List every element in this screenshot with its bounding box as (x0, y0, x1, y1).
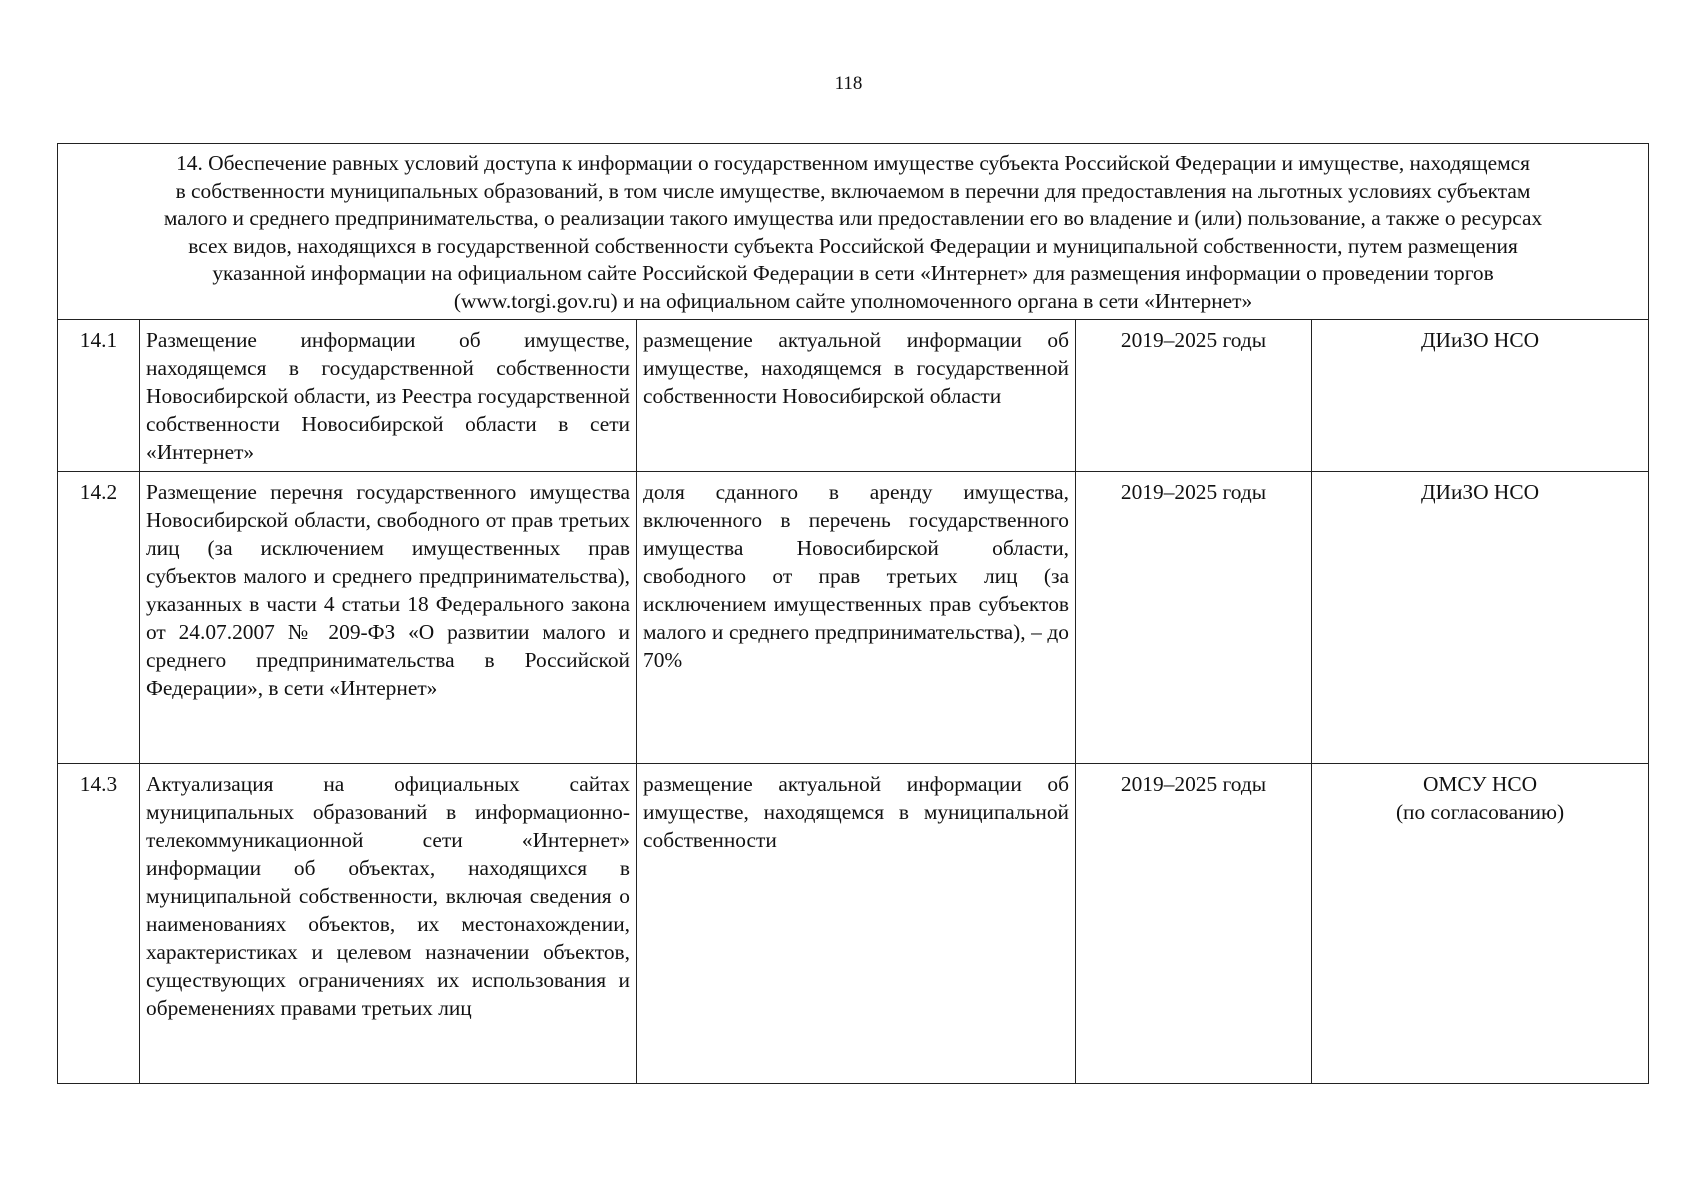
section-title-line: малого и среднего предпринимательства, о реализации такого имущества или предоставлении его во владение и (или) пользование, а также о ресурсах (163, 206, 1543, 230)
executor-name: ДИиЗО НСО (1420, 328, 1540, 352)
section-title-line: всех видов, находящихся в государственной собственности субъекта Российской Федерации и муниципальной собственности, путем размещения (188, 233, 1518, 258)
activity-cell: Размещение информации об имуществе, находящемся в государственной собственности Новосибирской области, из Реестра государственной собственности Новосибирской области в сети «Интернет» (140, 320, 637, 472)
executor-name: ОМСУ НСО (1422, 772, 1538, 796)
section-header-row (58, 144, 1649, 320)
activity-cell: Размещение перечня государственного имущества Новосибирской области, свободного от прав третьих лиц (за исключением имущественных прав субъектов малого и среднего предпринимательства), указанных в части 4 статьи 18 Федерального закона от 24.07.2007 № 209-ФЗ «О развитии малого и среднего предпринимательства в Российской Федерации», в сети «Интернет» (140, 472, 637, 764)
executor-cell (1312, 472, 1649, 764)
result-cell: доля сданного в аренду имущества, включенного в перечень государственного имущества Новосибирской области, свободного от прав третьих лиц (за исключением имущественных прав субъектов малого и среднего предпринимательства), – до 70% (637, 472, 1076, 764)
period-cell: 2019–2025 годы (1076, 320, 1312, 472)
section-title (58, 144, 1649, 320)
result-cell: размещение актуальной информации об имуществе, находящемся в муниципальной собственности (637, 764, 1076, 1084)
section-title-line: (www.torgi.gov.ru) и на официальном сайте уполномоченного органа в сети «Интернет» (453, 288, 1253, 313)
section-title-line: в собственности муниципальных образований, в том числе имуществе, включаемом в перечни для предоставления на льготных условиях субъектам (175, 178, 1531, 203)
measures-table (57, 143, 1649, 1084)
row-number: 14.2 (58, 472, 140, 764)
table-row (58, 472, 1649, 764)
page-number: 118 (834, 73, 863, 94)
section-title-line: 14. Обеспечение равных условий доступа к информации о государственном имуществе субъекта Российской Федерации и имуществе, находящемся (176, 151, 1530, 175)
row-number: 14.1 (58, 320, 140, 472)
executor-name: ДИиЗО НСО (1420, 480, 1540, 504)
executor-cell (1312, 320, 1649, 472)
executor-cell (1312, 764, 1649, 1084)
period-cell: 2019–2025 годы (1076, 472, 1312, 764)
result-cell: размещение актуальной информации об имуществе, находящемся в государственной собственности Новосибирской области (637, 320, 1076, 472)
table-row (58, 320, 1649, 472)
row-number: 14.3 (58, 764, 140, 1084)
period-cell: 2019–2025 годы (1076, 764, 1312, 1084)
table-row (58, 764, 1649, 1084)
section-title-line: указанной информации на официальном сайте Российской Федерации в сети «Интернет» для размещения информации о проведении торгов (212, 261, 1494, 285)
executor-note: (по согласованию) (1395, 800, 1565, 824)
activity-cell: Актуализация на официальных сайтах муниципальных образований в информационно-телекоммуникационной сети «Интернет» информации об объектах, находящихся в муниципальной собственности, включая сведения о наименованиях объектов, их местонахождении, характеристиках и целевом назначении объектов, существующих ограничениях их использования и обременениях правами третьих лиц (140, 764, 637, 1084)
